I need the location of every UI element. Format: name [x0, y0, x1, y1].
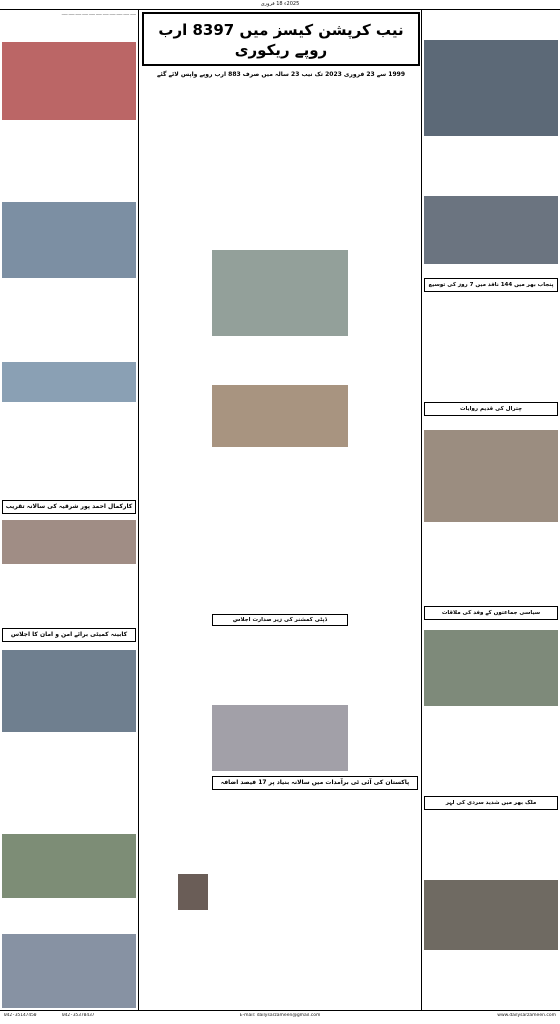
photo-right-1: [424, 40, 558, 136]
footer-phone-1: 042-35147450: [4, 1013, 37, 1018]
photo-center-2: [212, 385, 348, 447]
headline-right-1: سیاسی جماعتوں کے وفد کی ملاقات: [424, 606, 558, 620]
photo-right-2: [424, 196, 558, 264]
footer-email[interactable]: E-mail: dailysarzameen@gmail.com: [239, 1013, 321, 1018]
headline-left-2: کارکمال احمد پور شرقیہ کی سالانہ تقریب: [2, 500, 136, 514]
photo-right-4: [424, 630, 558, 706]
main-subheadline: 1999 سے 23 فروری 2023 تک نیب 23 سالہ میں صرف 883 ارب روپے واپس لائے گئے: [157, 71, 405, 78]
photo-left-3: [2, 362, 136, 402]
headline-right-2: چترال کی قدیم روایات: [424, 402, 558, 416]
photo-left-2: [2, 202, 136, 278]
center-col-text-3: [282, 84, 348, 234]
main-headline: نیب کرپشن کیسز میں 8397 ارب روپے ریکوری: [158, 21, 404, 59]
photo-left-6: [2, 834, 136, 898]
photo-left-5: [2, 650, 136, 732]
photo-right-5: [424, 880, 558, 950]
photo-right-3: [424, 430, 558, 522]
footer-phone-2: 042-35370437: [62, 1013, 95, 1018]
footer-rule: [0, 1010, 560, 1011]
photo-center-3: [212, 705, 348, 771]
center-col-text-1: [142, 84, 208, 234]
date-line: 2025ء 18 فروری: [260, 1, 300, 7]
photo-left-1: [2, 42, 136, 120]
left-col-text-3: [2, 280, 136, 360]
top-rule: [0, 9, 560, 10]
headline-left-1: پنجاب بھر میں 144 نافذ میں 7 روز کی توسیع: [424, 278, 558, 292]
main-headline-box: [142, 12, 420, 66]
photo-left-7: [2, 934, 136, 1008]
photo-portrait: [178, 874, 208, 910]
left-col-text-1: ــــــ ــــــ ــــــ ــــــ ــــــ ــــــ ــــــ ــــــ ــــــ ــــــ ــــــ: [61, 12, 136, 16]
left-col-text-2: [2, 122, 136, 186]
headline-center-2: ڈپٹی کمشنر کی زیر صدارت اجلاس: [212, 614, 348, 626]
center-col-text-2: [212, 84, 278, 234]
headline-right-3: ملک بھر میں شدید سردی کی لہر: [424, 796, 558, 810]
photo-left-4: [2, 520, 136, 564]
headline-center-1: پاکستان کی آئی ٹی برآمدات میں سالانہ بنیاد پر 17 فیصد اضافہ: [212, 776, 418, 790]
headline-left-3: کابینہ کمیٹی برائے امن و امان کا اجلاس: [2, 628, 136, 642]
footer-website[interactable]: www.dailysarzameen.com: [497, 1013, 556, 1018]
photo-center-1: [212, 250, 348, 336]
col-rule-2: [421, 10, 422, 1010]
center-col-text-4: [352, 84, 418, 234]
col-rule-1: [138, 10, 139, 1010]
